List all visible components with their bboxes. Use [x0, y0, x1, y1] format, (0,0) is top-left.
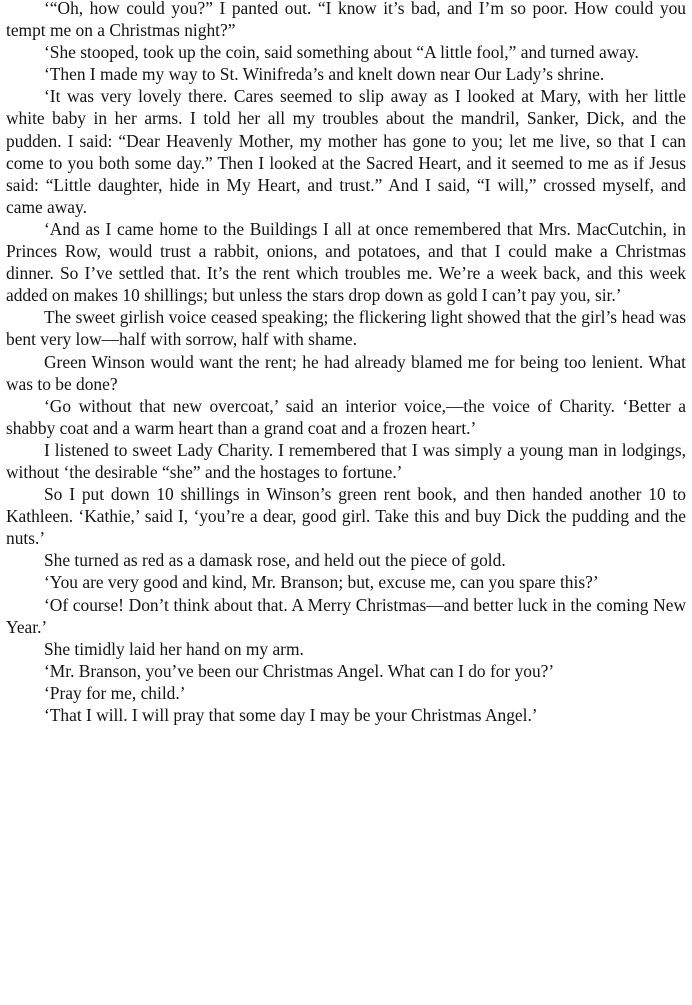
paragraph: She turned as red as a damask rose, and held out the piece of gold. — [44, 550, 506, 571]
paragraph: ‘That I will. I will pray that some day I may be your Christmas Angel.’ — [44, 705, 538, 725]
paragraph: ‘She stooped, took up the coin, said something about “A little fool,” and turned away. — [44, 42, 639, 63]
paragraph: The sweet girlish voice ceased speaking; the flickering light showed that the girl’s head was bent very low—half with sorrow, half with shame. — [6, 307, 686, 350]
paragraph: I listened to sweet Lady Charity. I remembered that I was simply a young man in lodgings, without ‘the desirable “she” and the hostages to fortune.’ — [6, 439, 686, 482]
paragraph: Green Winson would want the rent; he had already blamed me for being too lenient. What was to be done? — [6, 351, 686, 394]
paragraph: So I put down 10 shillings in Winson’s green rent book, and then handed another 10 to Kathleen. ‘Kathie,’ said I, ‘you’re a dear, good girl. Take this and buy Dick the pudding and the nuts.’ — [6, 484, 686, 549]
paragraph: ‘You are very good and kind, Mr. Branson; but, excuse me, can you spare this?’ — [44, 572, 599, 593]
paragraph: ‘Go without that new overcoat,’ said an interior voice,—the voice of Charity. ‘Better a shabby coat and a warm heart than a grand coat and a frozen heart.’ — [6, 395, 686, 438]
paragraph: She timidly laid her hand on my arm. — [44, 638, 304, 659]
paragraph: ‘“Oh, how could you?” I panted out. “I know it’s bad, and I’m so poor. How could you tempt me on a Christmas night?” — [6, 0, 686, 41]
paragraph: ‘It was very lovely there. Cares seemed to slip away as I looked at Mary, with her little white baby in her arms. I told her all my troubles about the mandril, Sanker, Dick, and the pudden. I said: “Dear Heavenly Mother, my mother has gone to you; let me live, so that I can come to you both some day.” Then I looked at the Sacred Heart, and it seemed to me as if Jesus said: “Little daughter, hide in My Heart, and trust.” And I said, “I will,” crossed myself, and came away. — [6, 86, 686, 217]
paragraph: ‘Pray for me, child.’ — [44, 682, 186, 703]
paragraph: ‘Of course! Don’t think about that. A Merry Christmas—and better luck in the coming New Year.’ — [6, 594, 686, 637]
paragraph: ‘Mr. Branson, you’ve been our Christmas Angel. What can I do for you?’ — [44, 660, 555, 681]
paragraph: ‘Then I made my way to St. Winifreda’s and knelt down near Our Lady’s shrine. — [44, 64, 605, 85]
paragraph: ‘And as I came home to the Buildings I all at once remembered that Mrs. MacCutchin, in Princes Row, would trust a rabbit, onions, and potatoes, and that I could make a Christmas dinner. So I’ve settled that. It’s the rent which troubles me. We’re a week back, and this week added on makes 10 shillings; but unless the stars drop down as gold I can’t pay you, sir.’ — [6, 218, 686, 306]
